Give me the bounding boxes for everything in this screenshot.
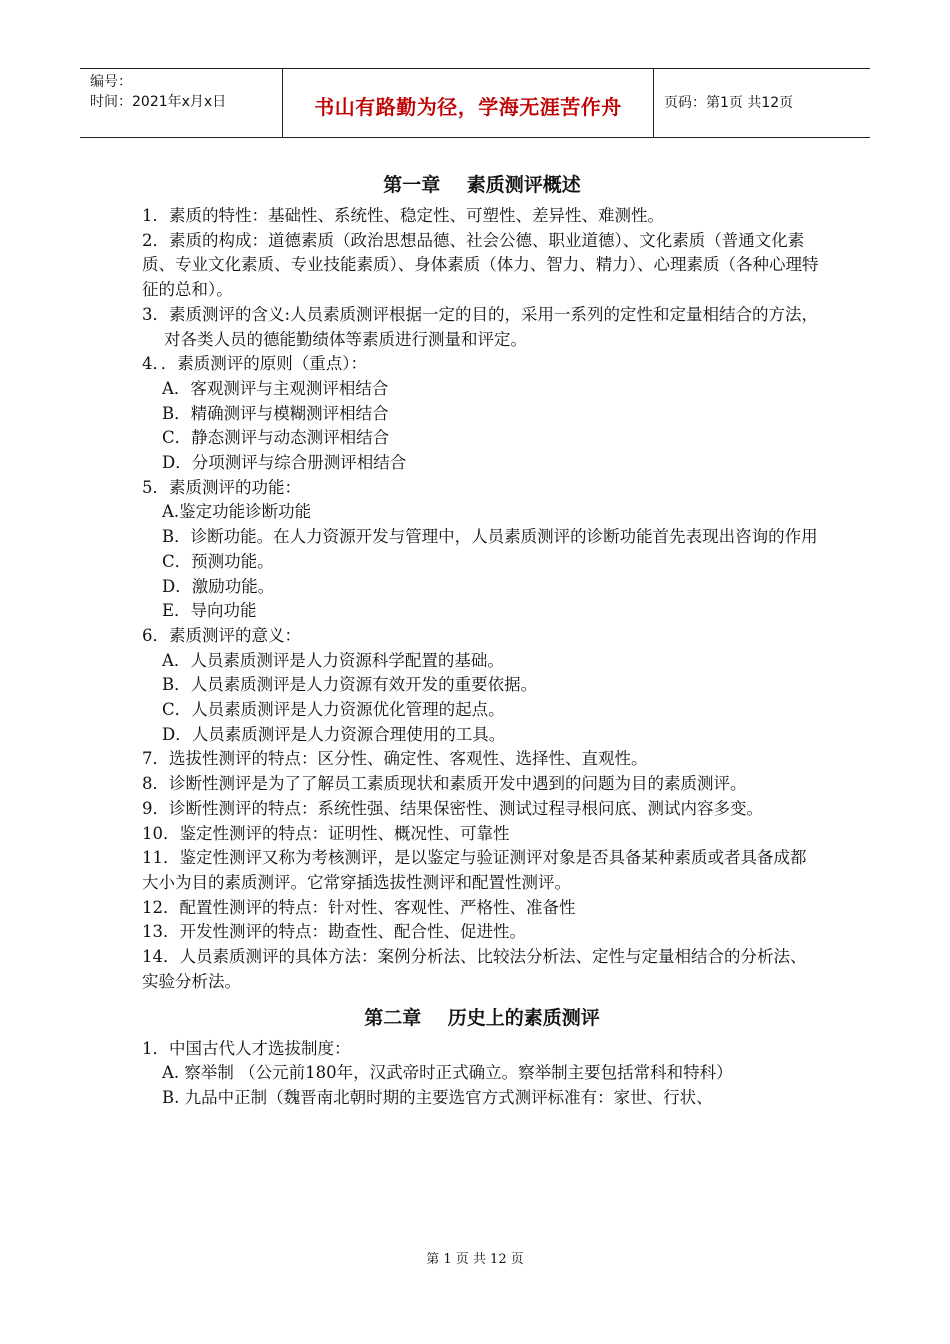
paragraph: 1．素质的特性：基础性、系统性、稳定性、可塑性、差异性、难测性。	[142, 206, 664, 225]
paragraph: 3．素质测评的含义:人员素质测评根据一定的目的，采用一系列的定性和定量相结合的方法，对各类人员的德能勤绩体等素质进行测量和评定。	[142, 304, 819, 349]
paragraph: 6．素质测评的意义：	[142, 625, 301, 645]
list-item: B．精确测评与模糊测评相结合	[162, 403, 389, 423]
paragraph: 5．素质测评的功能：	[142, 477, 301, 497]
list-item: D．激励功能。	[162, 576, 275, 596]
paragraph: 14．人员素质测评的具体方法：案例分析法、比较法分析法、定性与定量相结合的分析法、实验分析法。	[142, 947, 807, 991]
list-item: D．人员素质测评是人力资源合理使用的工具。	[162, 724, 506, 744]
list-item: A．客观测评与主观测评相结合	[162, 378, 389, 398]
list-item: D．分项测评与综合册测评相结合	[162, 453, 407, 473]
paragraph: 13．开发性测评的特点：勘查性、配合性、促进性。	[142, 922, 526, 942]
list-item: E．导向功能	[162, 601, 257, 621]
paragraph: 4．．素质测评的原则（重点）：	[142, 354, 367, 374]
paragraph: 7．选拔性测评的特点：区分性、确定性、客观性、选择性、直观性。	[142, 749, 648, 769]
list-item: C．静态测评与动态测评相结合	[162, 428, 390, 448]
list-item: C．人员素质测评是人力资源优化管理的起点。	[162, 700, 505, 720]
list-item: A. 察举制 （公元前180年，汉武帝时正式确立。察举制主要包括常科和特科）	[162, 1063, 733, 1083]
paragraph: 12．配置性测评的特点：针对性、客观性、严格性、准备性	[142, 897, 576, 917]
header-motto: 书山有路勤为径，学海无涯苦作舟	[314, 95, 622, 119]
document-header	[80, 68, 870, 138]
list-item: B．诊断功能。在人力资源开发与管理中，人员素质测评的诊断功能首先表现出咨询的作用	[162, 527, 818, 547]
header-motto-cell	[282, 69, 654, 137]
paragraph: 2．素质的构成：道德素质（政治思想品德、社会公德、职业道德）、文化素质（普通文化素质、专业文化素质、专业技能素质）、身体素质（体力、智力、精力）、心理素质（各种心理特征的总和）。	[142, 230, 819, 300]
list-item: B. 九品中正制（魏晋南北朝时期的主要选官方式测评标准有：家世、行状、	[162, 1087, 713, 1107]
document-body	[142, 170, 822, 1111]
document-time-label: 时间：2021年x月x日	[90, 94, 227, 110]
list-item: C．预测功能。	[162, 551, 274, 571]
header-page-cell	[654, 69, 870, 137]
paragraph: 11．鉴定性测评又称为考核测评，是以鉴定与验证测评对象是否具备某种素质或者具备成都大小为目的素质测评。它常穿插选拔性测评和配置性测评。	[142, 848, 807, 892]
header-meta-cell	[80, 69, 282, 137]
paragraph: 9．诊断性测评的特点：系统性强、结果保密性、测试过程寻根问底、测试内容多变。	[142, 798, 763, 818]
paragraph: 10．鉴定性测评的特点：证明性、概况性、可靠性	[142, 823, 510, 843]
list-item: A．人员素质测评是人力资源科学配置的基础。	[162, 650, 504, 670]
paragraph: 1．中国古代人才选拔制度：	[142, 1038, 351, 1058]
document-number-label: 编号：	[90, 74, 132, 90]
paragraph: 8．诊断性测评是为了了解员工素质现状和素质开发中遇到的问题为目的素质测评。	[142, 774, 747, 794]
chapter-1-title: 第一章 素质测评概述	[383, 174, 581, 196]
page-footer: 第 1 页 共 12 页	[426, 1252, 524, 1267]
chapter-2-title: 第二章 历史上的素质测评	[364, 1006, 600, 1029]
list-item: A.鉴定功能诊断功能	[162, 502, 312, 522]
header-page-code: 页码：第1页 共12页	[664, 95, 794, 111]
list-item: B．人员素质测评是人力资源有效开发的重要依据。	[162, 675, 538, 695]
